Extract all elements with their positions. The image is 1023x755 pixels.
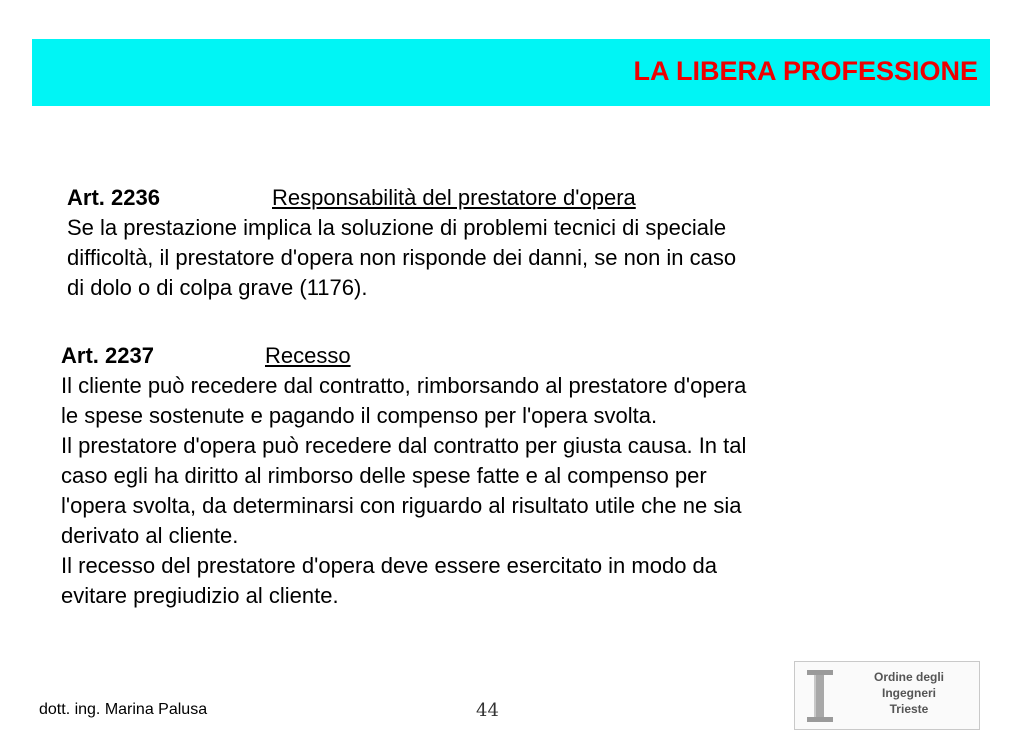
article-line: Se la prestazione implica la soluzione di problemi tecnici di speciale <box>67 215 727 240</box>
article-title: Responsabilità del prestatore d'opera <box>272 185 636 210</box>
article-line: le spese sostenute e pagando il compenso per l'opera svolta. <box>61 403 658 428</box>
article-line: derivato al cliente. <box>61 523 239 548</box>
article-line: l'opera svolta, da determinarsi con riguardo al risultato utile che ne sia <box>61 493 742 518</box>
slide-title: LA LIBERA PROFESSIONE <box>633 56 978 86</box>
article-2237 <box>61 341 931 611</box>
article-line: difficoltà, il prestatore d'opera non risponde dei danni, se non in caso <box>67 245 737 270</box>
article-line: evitare pregiudizio al cliente. <box>61 583 339 608</box>
article-line: Il prestatore d'opera può recedere dal contratto per giusta causa. In tal <box>61 433 747 458</box>
article-number: Art. 2236 <box>67 185 160 210</box>
ordine-ingegneri-logo <box>794 661 980 730</box>
logo-text <box>839 669 979 717</box>
article-number: Art. 2237 <box>61 343 154 368</box>
article-header <box>61 341 931 371</box>
footer-author: dott. ing. Marina Palusa <box>39 701 208 718</box>
logo-line: Ingegneri <box>881 686 936 700</box>
page-number: 44 <box>476 700 499 721</box>
article-line: caso egli ha diritto al rimborso delle spese fatte e al compenso per <box>61 463 707 488</box>
logo-line: Trieste <box>889 702 929 716</box>
ordine-logo-icon <box>805 668 835 724</box>
article-header <box>67 183 917 213</box>
article-line: Il recesso del prestatore d'opera deve essere esercitato in modo da <box>61 553 718 578</box>
article-2236 <box>67 183 917 303</box>
title-bar <box>32 39 990 106</box>
article-title: Recesso <box>265 343 351 368</box>
article-line: Il cliente può recedere dal contratto, rimborsando al prestatore d'opera <box>61 373 747 398</box>
logo-line: Ordine degli <box>873 670 944 684</box>
article-line: di dolo o di colpa grave (1176). <box>67 275 368 300</box>
